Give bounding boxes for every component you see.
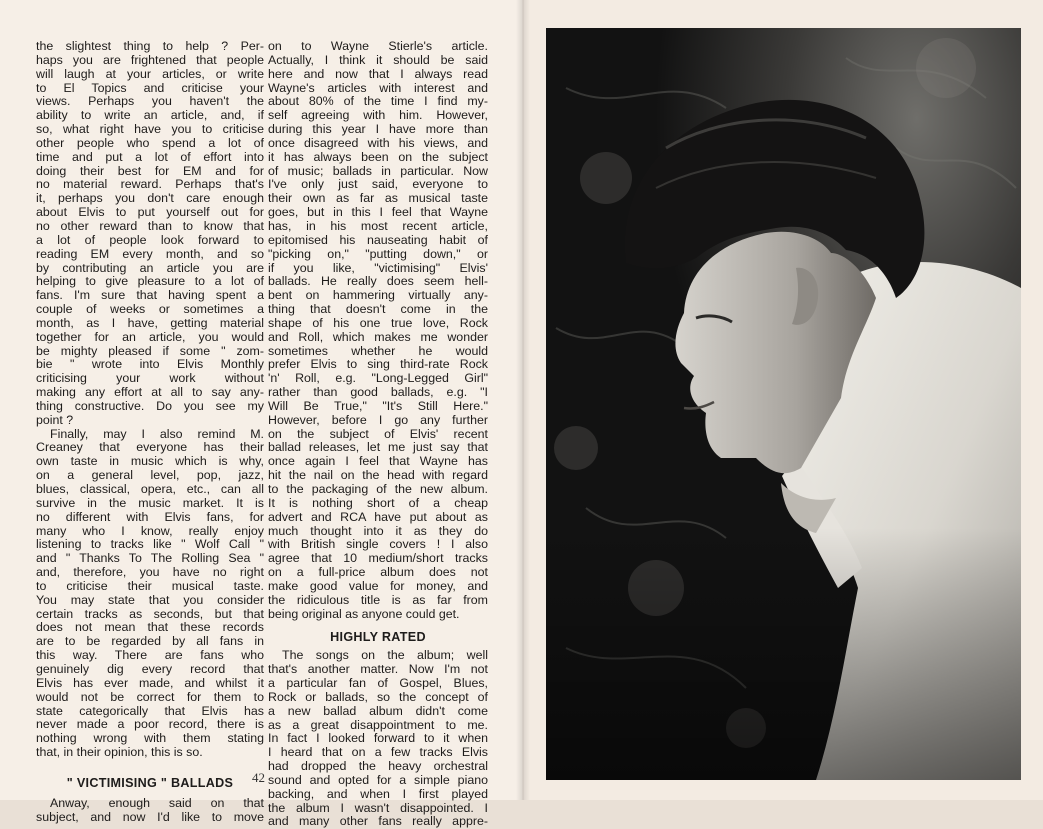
text-line: on to Wayne Stierle's article. (268, 39, 488, 53)
text-line: thing that doesn't come in the (268, 302, 488, 317)
text-line: I've only just said, everyone to (268, 177, 488, 192)
text-line: haps you are frightened that people (36, 52, 264, 67)
text-line: making any effort at all to say any- (36, 385, 264, 400)
text-line: The songs on the album; well (282, 648, 488, 663)
text-line: many who I know, really enjoy (36, 523, 264, 538)
text-line: agree that 10 medium/short tracks (268, 551, 488, 566)
text-line: and many other fans really appre- (268, 814, 488, 829)
text-line: state categorically that Elvis has (36, 703, 264, 718)
text-line: thing constructive. Do you see my (36, 398, 264, 413)
paragraph-3 (36, 797, 264, 825)
text-line: month, as I have, getting material (36, 315, 264, 330)
text-line: You may state that you consider (36, 592, 264, 607)
text-line: to criticise their musical taste. (36, 578, 264, 593)
page-gutter (516, 0, 530, 800)
text-line: other people who spend a lot of (36, 135, 264, 150)
text-line: goes, but in this I feel that Wayne (268, 205, 488, 220)
text-line: Will Be True," "It's Still Here." (268, 398, 488, 413)
text-line: Wayne's articles with interest and (268, 80, 488, 95)
text-line: ballads. He really does seem hell- (268, 274, 488, 289)
text-line: listening to tracks like " Wolf Call " (36, 537, 264, 552)
text-line: be mighty pleased if some " zom- (36, 343, 264, 358)
text-line: point ? (36, 412, 74, 427)
text-line: would not be correct for them to (36, 689, 264, 704)
text-line: the album I wasn't disappointed. I (268, 800, 488, 815)
text-line: are to be regarded by all fans in (36, 634, 264, 649)
text-line: as a great disappointment to me. (268, 717, 488, 732)
text-line: own taste in music which is why, (36, 454, 264, 469)
section-heading-highly-rated: HIGHLY RATED (330, 630, 426, 645)
text-line: survive in the music market. It is (36, 495, 264, 510)
text-line: time and put a lot of effort into (36, 149, 264, 164)
text-line: Elvis has ever made, and whilst it (36, 675, 264, 690)
text-line: self agreeing with him. However, (268, 108, 488, 123)
article-column-2 (268, 40, 488, 829)
text-line: prefer Elvis to sing third-rate Rock (268, 357, 488, 372)
text-line: of music; ballads in particular. Now (268, 163, 488, 178)
text-line: Creaney that everyone has their (36, 440, 264, 455)
text-line: has, in his most recent article, (268, 218, 488, 233)
portrait-photo-icon (546, 28, 1021, 780)
text-line: on a full-price album does not (268, 565, 488, 580)
text-line: sound and opted for a simple piano (268, 772, 488, 787)
text-line: never made a poor record, there is (36, 717, 264, 732)
text-line: blues, classical, opera, etc., can all (36, 482, 264, 496)
text-line: bie " wrote into Elvis Monthly (36, 357, 264, 372)
text-line: ability to write an article, and, if (36, 108, 264, 123)
text-line: here and now that I always read (268, 66, 488, 81)
text-line: by contributing an article you are (36, 260, 264, 275)
text-line: no different with Elvis fans, for (36, 509, 264, 524)
text-line: to the packaging of the new album. (268, 482, 488, 496)
text-line: In fact I looked forward to it when (268, 731, 488, 746)
text-line: backing, and when I first played (268, 786, 488, 801)
text-line: and Roll, which makes me wonder (268, 329, 488, 344)
text-line: if you like, "victimising" Elvis' (268, 260, 488, 275)
text-line: with British single covers ! I also (268, 537, 488, 552)
text-line: being original as anyone could get. (268, 606, 460, 621)
text-line: does not mean that these records (36, 620, 264, 635)
text-line: helping to give pleasure to a lot of (36, 274, 264, 289)
paragraph-1 (36, 40, 264, 428)
text-line: Actually, I think it should be said (268, 52, 488, 67)
text-line: a lot of people look forward to (36, 232, 264, 247)
text-line: "picking on," "putting down," or (268, 246, 488, 261)
text-line: advert and RCA have put about as (268, 509, 488, 524)
text-line: a new ballad album didn't come (268, 703, 488, 718)
text-line: Rock or ballads, so the concept of (268, 689, 488, 704)
article-column-1 (36, 40, 264, 824)
text-line: hit the nail on the head with regard (268, 468, 488, 483)
text-line: a particular fan of Gospel, Blues, (268, 675, 488, 690)
text-line: once again I feel that Wayne has (268, 454, 488, 469)
text-line: shape of his one true love, Rock (268, 315, 488, 330)
text-line: However, before I go any further (268, 412, 488, 427)
text-line: I heard that on a few tracks Elvis (268, 745, 488, 760)
text-line: will laugh at your articles, or write (36, 66, 264, 81)
text-line: to El Topics and criticise your (36, 80, 264, 95)
text-line: no material reward. Perhaps that's (36, 177, 264, 192)
text-line: had dropped the heavy orchestral (268, 759, 488, 774)
text-line: fans. I'm sure that having spent a (36, 288, 264, 303)
text-line: certain tracks as seconds, but that (36, 606, 264, 621)
text-line: 'n' Roll, e.g. "Long-Legged Girl" (268, 371, 488, 386)
text-line: about Elvis to put yourself out for (36, 205, 264, 220)
text-line: criticising your work without (36, 371, 264, 386)
text-line: it, perhaps you don't care enough (36, 191, 264, 206)
text-line: the ridiculous title is as far from (268, 592, 488, 607)
text-line: on the subject of Elvis' recent (268, 426, 488, 441)
text-line: bent on hammering virtually any- (268, 288, 488, 303)
text-line: during this year I have more than (268, 122, 488, 137)
text-line: It is nothing short of a cheap (268, 495, 488, 510)
text-line: couple of weeks or sometimes a (36, 302, 264, 317)
text-line: much thought into it as they do (268, 523, 488, 538)
text-line: doing their best for EM and for (36, 163, 264, 178)
text-line: that's another matter. Now I'm not (268, 662, 488, 677)
text-line: nothing wrong with them stating (36, 731, 264, 746)
text-line: no other reward than to know that (36, 218, 264, 233)
text-line: genuinely dig every record that (36, 661, 264, 676)
page-number: 42 (252, 770, 265, 785)
text-line: that, in their opinion, this is so. (36, 745, 203, 760)
text-line: so, what right have you to criticise (36, 122, 264, 137)
text-line: make good value for money, and (268, 578, 488, 593)
text-line: Finally, may I also remind M. (50, 426, 264, 441)
paragraph-2 (36, 428, 264, 760)
text-line: reading EM every month, and so (36, 246, 264, 261)
text-line: the slightest thing to help ? Per- (36, 39, 264, 53)
paragraph-5 (268, 649, 488, 829)
text-line: once disagreed with his views, and (268, 135, 488, 150)
text-line: this way. There are fans who (36, 648, 264, 663)
text-line: views. Perhaps you haven't the (36, 94, 264, 109)
text-line: rather than good ballads, e.g. "I (268, 385, 488, 400)
text-line: Anway, enough said on that (50, 795, 264, 810)
section-heading-victimising-ballads: " VICTIMISING " BALLADS (66, 775, 234, 790)
text-line: it has always been on the subject (268, 149, 488, 164)
text-line: about 80% of the time I find my- (268, 94, 488, 109)
text-line: on a general level, pop, jazz, (36, 468, 264, 483)
text-line: subject, and now I'd like to move (36, 809, 264, 824)
text-line: and, therefore, you have no right (36, 565, 264, 580)
text-line: epitomised his nauseating habit of (268, 232, 488, 247)
paragraph-4 (268, 40, 488, 621)
text-line: their own as far as musical taste (268, 191, 488, 206)
text-line: sometimes whether he would (268, 343, 488, 358)
text-line: and " Thanks To The Rolling Sea " (36, 551, 264, 566)
text-line: ballad releases, let me just say that (268, 440, 488, 455)
text-line: together for an article, you would (36, 329, 264, 344)
